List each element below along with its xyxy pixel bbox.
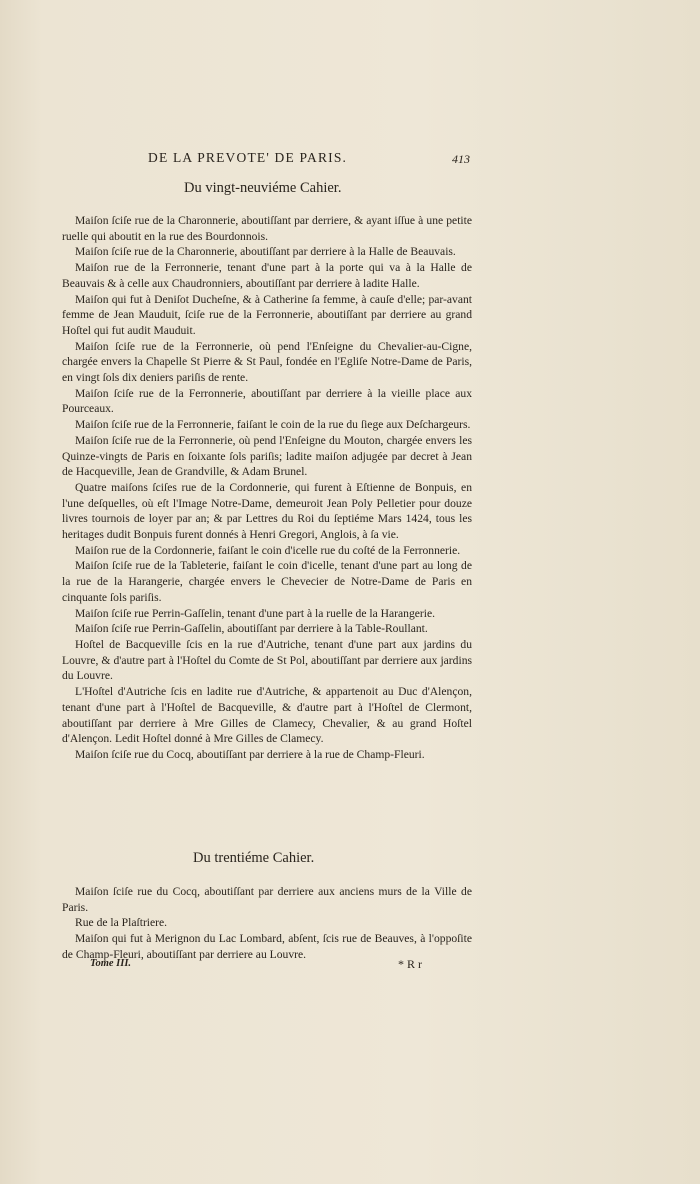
entry: Maiſon ſciſe rue de la Charonnerie, aboutiſſant par derriere, & ayant iſſue à une petite ruelle qui aboutit en la rue des Bourdonnois. <box>62 214 472 243</box>
entry: Rue de la Plaſtriere. <box>75 916 168 930</box>
volume-label: Tome III. <box>90 958 132 969</box>
section-title-30: Du trentiéme Cahier. <box>193 850 315 866</box>
entry: Maiſon ſciſe rue du Cocq, aboutiſſant par derriere à la rue de Champ-Fleuri. <box>75 747 425 761</box>
entry: Maiſon rue de la Cordonnerie, faiſant le coin d'icelle rue du coſté de la Ferronnerie. <box>75 543 461 557</box>
entry: Maiſon ſciſe rue de la Tableterie, faiſant le coin d'icelle, tenant d'une part au long de la rue de la Harangerie, chargée envers le Chevecier de Notre-Dame de Paris en cinquante ſols pariſis. <box>62 559 472 604</box>
entry: Maiſon ſciſe rue de la Ferronnerie, aboutiſſant par derriere à la vieille place aux Pourceaux. <box>62 386 472 416</box>
entry: Maiſon ſciſe rue de la Ferronnerie, où pend l'Enſeigne du Mouton, chargée envers les Quinze-vingts de Paris en ſoixante ſols pariſis; ladite maiſon adjugée par decret à Jean de Hacqueville, Jean de Grandville, & Adam Brunel. <box>62 433 472 479</box>
entry: Maiſon rue de la Ferronnerie, tenant d'une part à la porte qui va à la Halle de Beauvais & à celle aux Chaudronniers, aboutiſſant par derriere à ladite Halle. <box>62 261 472 290</box>
entry: Maiſon ſciſe rue du Cocq, aboutiſſant par derriere aux anciens murs de la Ville de Paris. <box>62 885 472 914</box>
section-30-entries <box>62 884 472 963</box>
entry: Maiſon ſciſe rue de la Ferronnerie, où pend l'Enſeigne du Chevalier-au-Cigne, chargée envers la Chapelle St Pierre & St Paul, fondée en l'Egliſe Notre-Dame de Paris, en vingt ſols dix deniers pariſis de rente. <box>62 339 472 385</box>
page-number: 413 <box>452 152 470 166</box>
entry: Quatre maiſons ſciſes rue de la Cordonnerie, qui furent à Eſtienne de Bonpuis, en l'une deſquelles, où eſt l'Image Notre-Dame, demeuroit Jean Poly Pelletier pour douze livres tournois de loyer par an; & par Lettres du Roi du ſeptiéme Mars 1424, tous les heritages dudit Bonpuis furent donnés à Henri Gregori, Anglois, à ſa vie. <box>62 480 472 542</box>
entry: Maiſon ſciſe rue de la Ferronnerie, faiſant le coin de la rue du ſiege aux Deſchargeurs. <box>75 418 471 432</box>
entry: Maiſon qui fut à Deniſot Ducheſne, & à Catherine ſa femme, à cauſe d'elle; par-avant femme de Jean Mauduit, ſciſe rue de la Ferronnerie, aboutiſſant par derriere au grand Hoſtel qui fut audit Mauduit. <box>62 292 472 337</box>
entry: Maiſon ſciſe rue Perrin-Gaſſelin, aboutiſſant par derriere à la Table-Roullant. <box>75 622 428 636</box>
entry: Maiſon ſciſe rue Perrin-Gaſſelin, tenant d'une part à la ruelle de la Harangerie. <box>75 606 436 620</box>
section-29-entries <box>62 213 472 763</box>
signature-mark: * R r <box>398 957 422 971</box>
entry: Maiſon ſciſe rue de la Charonnerie, aboutiſſant par derriere à la Halle de Beauvais. <box>75 245 456 259</box>
entry: L'Hoſtel d'Autriche ſcis en ladite rue d'Autriche, & appartenoit au Duc d'Alençon, tenant d'une part à l'Hoſtel de Bacqueville, & d'autre part à l'Hoſtel de Clermont, aboutiſſant par derriere à Mre Gilles de Clamecy, Chevalier, & au grand Hoſtel d'Alençon. Ledit Hoſtel donné à Mre Gilles de Clamecy. <box>62 685 472 746</box>
entry: Maiſon qui fut à Merignon du Lac Lombard, abſent, ſcis rue de Beauves, à l'oppoſite de Champ-Fleuri, aboutiſſant par derriere au Louvre. <box>62 932 472 961</box>
entry: Hoſtel de Bacqueville ſcis en la rue d'Autriche, tenant d'une part aux jardins du Louvre, & d'autre part à l'Hoſtel du Comte de St Pol, aboutiſſant par derriere aux jardins du Louvre. <box>62 637 472 683</box>
section-title-29: Du vingt-neuviéme Cahier. <box>184 180 342 196</box>
running-head: DE LA PREVOTE' DE PARIS. <box>148 150 348 165</box>
